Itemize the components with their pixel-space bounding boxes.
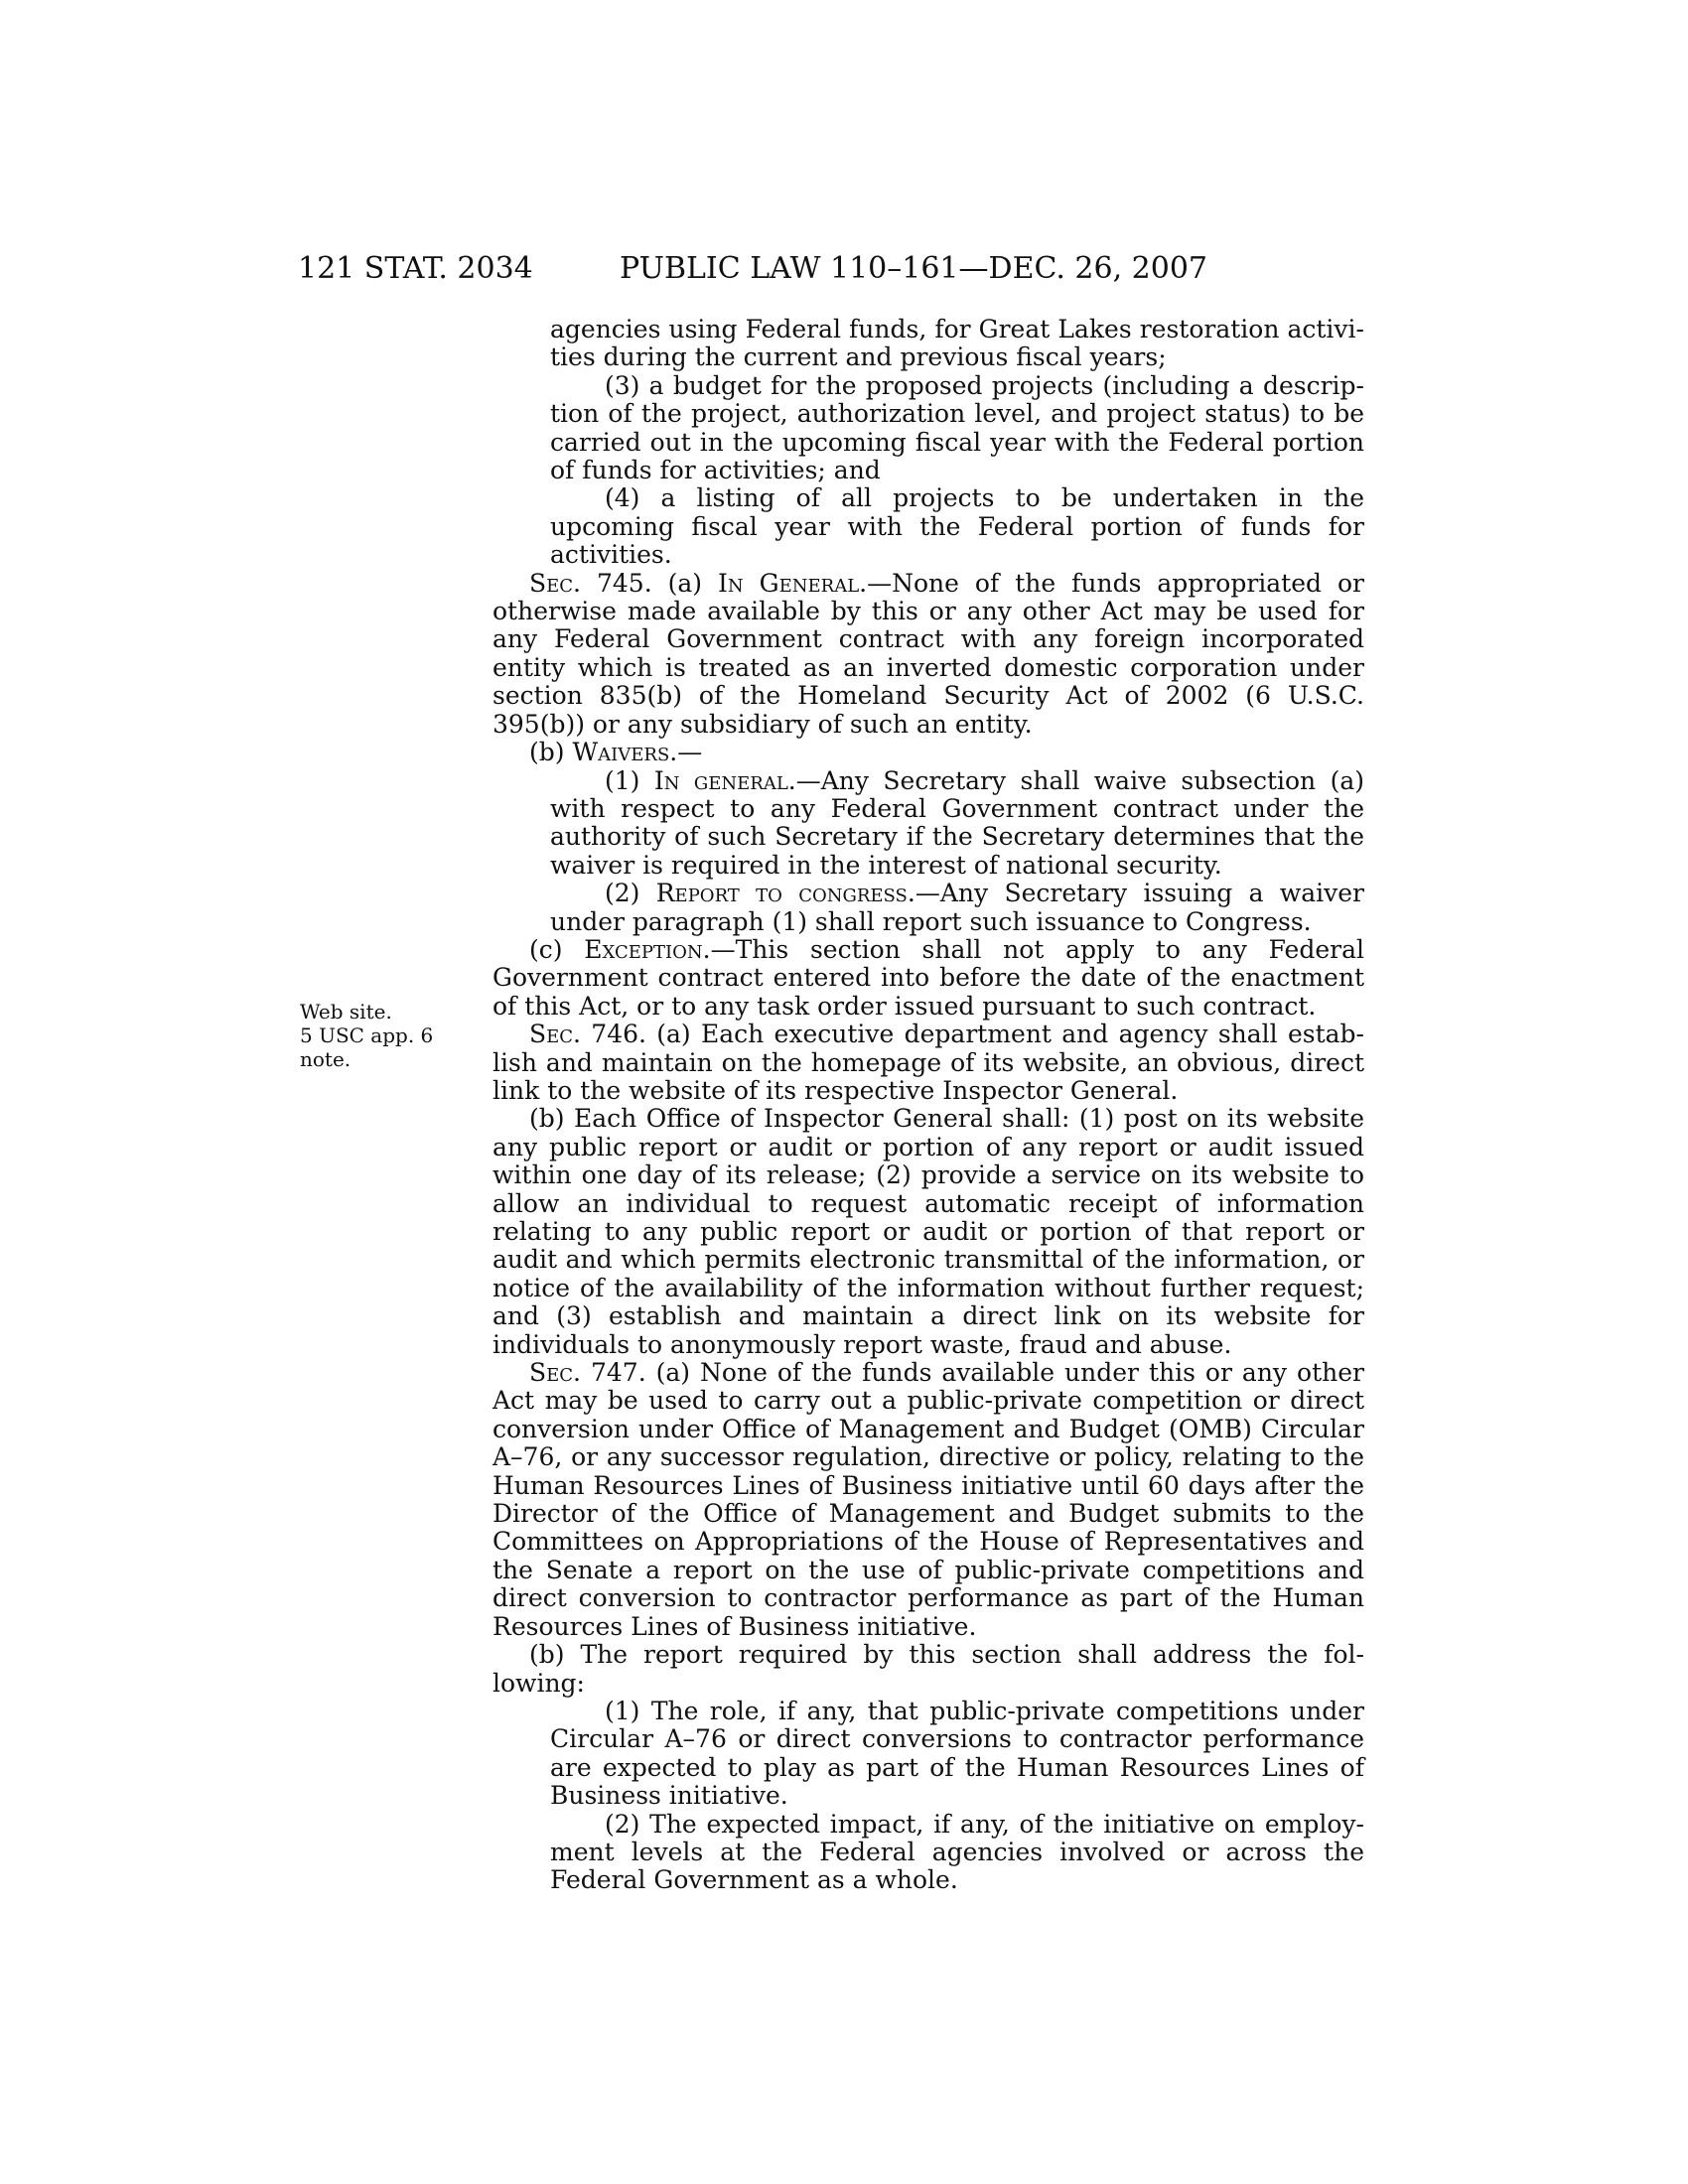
section-746-a: Sec. 746. (a) Each executive department and agency shall establish and maintain on the homepage of its website, an obvious, direct link to the website of its respective Inspector General. [492, 1020, 1364, 1105]
section-745-b: (b) Waivers.— [529, 738, 703, 767]
subsection-heading: Exception [584, 934, 703, 964]
section-747-b-1: (1) The role, if any, that public-private competitions under Circular A–76 or direct conversions to contractor performance are expected to play as part of the Human Resources Lines of Business initiative. [550, 1696, 1364, 1811]
margin-note-line: note. [300, 1047, 352, 1071]
paragraph-heading: Report to congress [655, 879, 908, 908]
margin-note-line: Web site. [300, 1000, 392, 1024]
section-745-a: Sec. 745. (a) In General.—None of the funds appropriated or otherwise made available by this or any other Act may be used for any Federal Government contract with any foreign incorporated entity which is treated as an inverted domestic corporation under section 835(b) of the Homeland Security Act of 2002 (6 U.S.C. 395(b)) or any subsidiary of such an entity. [492, 568, 1364, 739]
section-745-b-2: (2) Report to congress.—Any Secretary issuing a waiver under paragraph (1) shall report such issuance to Congress. [550, 879, 1365, 936]
margin-note-line: 5 USC app. 6 [300, 1024, 434, 1047]
section-label: Sec. [529, 568, 581, 598]
section-label: Sec. [529, 1020, 581, 1049]
section-747-b-2: (2) The expected impact, if any, of the initiative on employment levels at the Federal agencies involved or across the Federal Government as a whole. [550, 1809, 1364, 1895]
running-title: PUBLIC LAW 110–161—DEC. 26, 2007 [620, 251, 1208, 286]
subsection-heading: Waivers [572, 738, 670, 767]
subsection-heading: In General [718, 568, 860, 598]
statute-page-number: 121 STAT. 2034 [298, 251, 533, 286]
paragraph-item-3: (3) a budget for the proposed projects (including a description of the project, authorization level, and project status) to be carried out in the upcoming fiscal year with the Federal portion of funds for activities; and [550, 370, 1364, 485]
paragraph-heading: In general [653, 765, 788, 795]
running-header [0, 250, 1688, 290]
margin-note [300, 1000, 439, 1071]
section-745-b-1: (1) In general.—Any Secretary shall waive subsection (a) with respect to any Federal Government contract under the authority of such Secretary if the Secretary determines that the waiver is required in the interest of national security. [550, 765, 1364, 880]
paragraph-item-4: (4) a listing of all projects to be undertaken in the upcoming fiscal year with the Federal portion of funds for activities. [550, 483, 1364, 570]
paragraph-continuation: agencies using Federal funds, for Great Lakes restoration activities during the current and previous fiscal years; [550, 315, 1364, 372]
section-747-a: Sec. 747. (a) None of the funds available under this or any other Act may be used to carry out a public-private competition or direct conversion under Office of Management and Budget (OMB) Circular A–76, or any successor regulation, directive or policy, relating to the Human Resources Lines of Business initiative until 60 days after the Director of the Office of Management and Budget submits to the Committees on Appropriations of the House of Representatives and the Senate a report on the use of public-private competitions and direct conversion to contractor performance as part of the Human Resources Lines of Business initiative. [492, 1358, 1364, 1641]
section-747-b: (b) The report required by this section shall address the following: [492, 1640, 1364, 1698]
section-746-b: (b) Each Office of Inspector General shall: (1) post on its website any public report or audit or portion of any report or audit issued within one day of its release; (2) provide a service on its website to allow an individual to request automatic receipt of information relating to any public report or audit or portion of that report or audit and which permits electronic transmittal of the information, or notice of the availability of the information without further request; and (3) establish and maintain a direct link on its website for individuals to anonymously report waste, fraud and abuse. [492, 1104, 1364, 1359]
statute-body [492, 316, 1364, 1895]
section-745-c: (c) Exception.—This section shall not apply to any Federal Government contract entered into before the date of the enactment of this Act, or to any task order issued pursuant to such contract. [492, 934, 1364, 1021]
section-label: Sec. [529, 1358, 581, 1388]
